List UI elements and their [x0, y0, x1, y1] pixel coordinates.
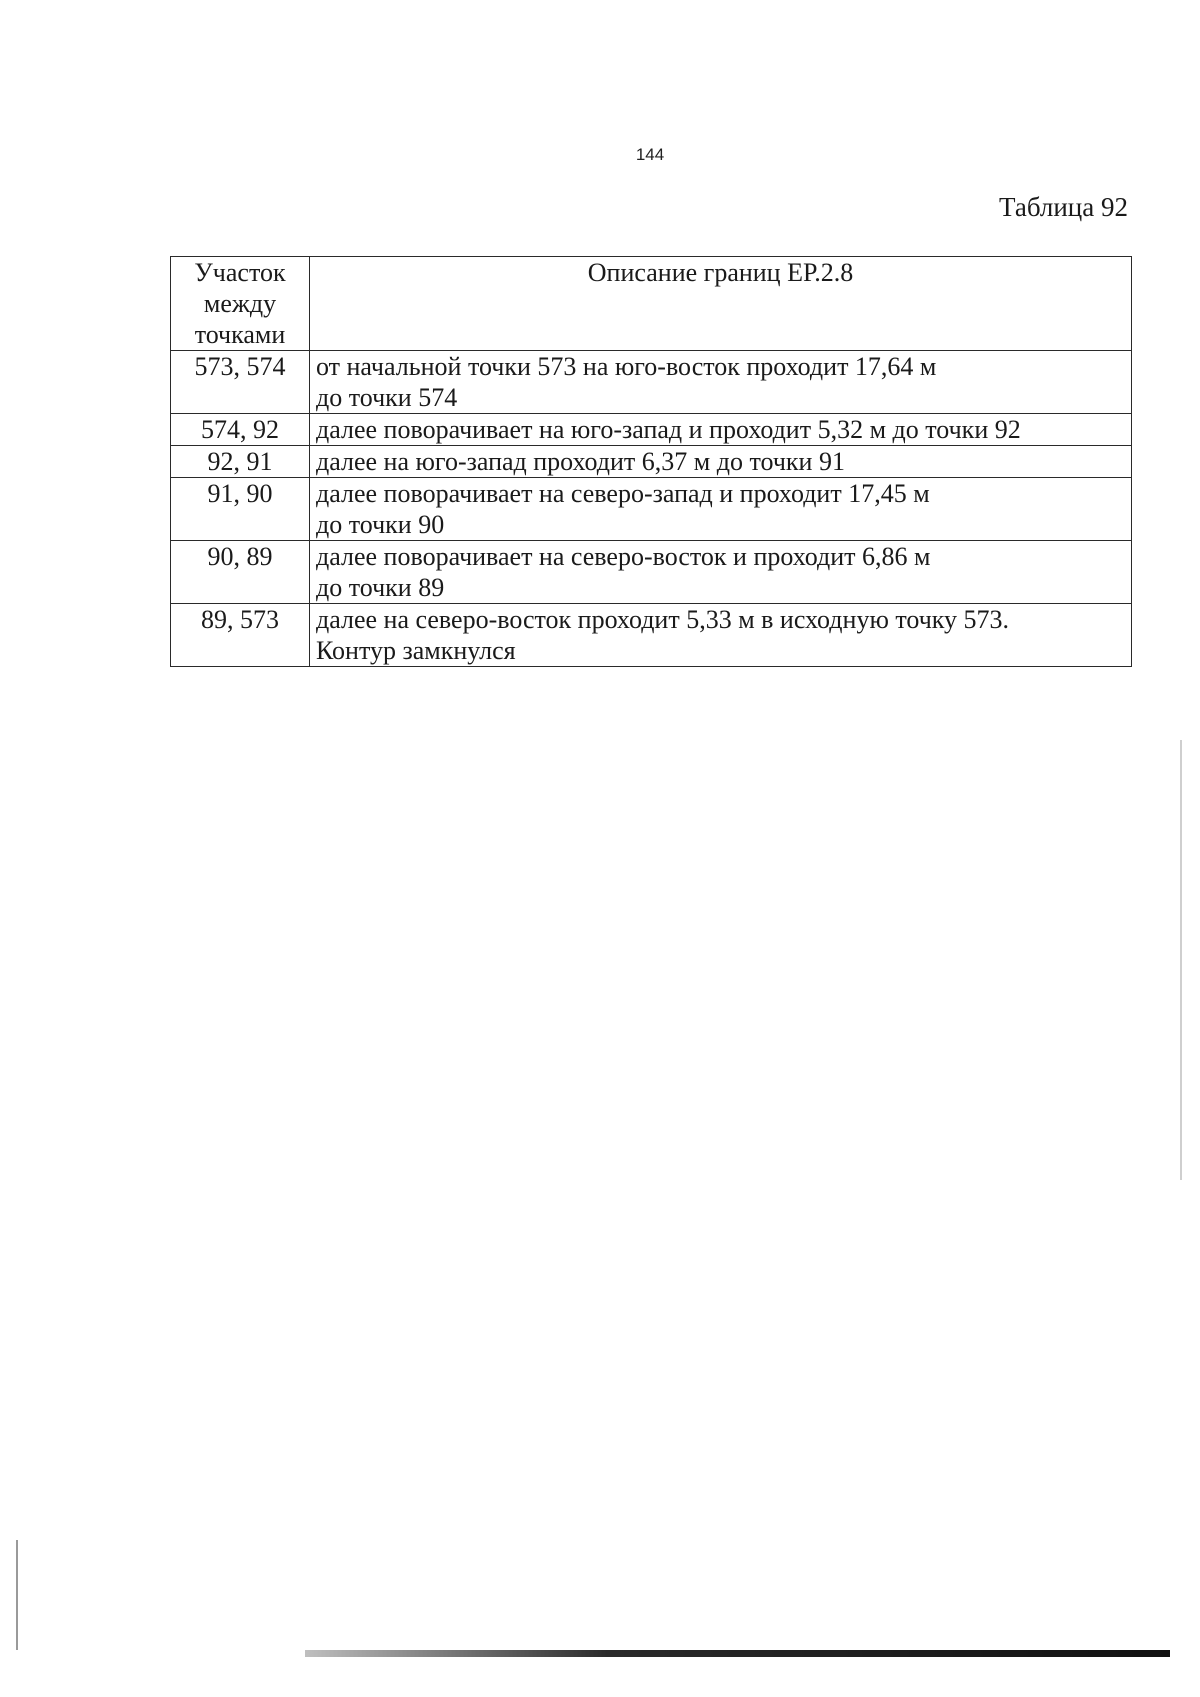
table-caption: Таблица 92	[999, 192, 1128, 222]
scan-margin-line	[1180, 740, 1182, 1180]
description-line: далее на юго-запад проходит 6,37 м до точки 91	[316, 447, 845, 476]
description-line: от начальной точки 573 на юго-восток проходит 17,64 м	[316, 352, 937, 381]
description-cell	[310, 446, 1132, 478]
description-cell	[310, 414, 1132, 446]
table-row	[171, 446, 1132, 478]
page-number: 144	[635, 145, 665, 164]
segment-cell: 90, 89	[171, 541, 310, 604]
description-line: Контур замкнулся	[316, 636, 516, 665]
description-line: далее поворачивает на северо-восток и проходит 6,86 м	[316, 542, 931, 571]
description-cell	[310, 541, 1132, 604]
segment-cell: 92, 91	[171, 446, 310, 478]
boundary-description-table	[170, 256, 1132, 667]
description-line: до точки 90	[316, 510, 445, 539]
scan-margin-line	[16, 1540, 18, 1650]
segment-header-line: Участок	[194, 258, 286, 287]
segment-cell: 573, 574	[171, 351, 310, 414]
segment-column-header	[171, 257, 310, 351]
description-column-header: Описание границ ЕР.2.8	[310, 257, 1132, 351]
description-cell	[310, 351, 1132, 414]
segment-header-line: между	[203, 289, 277, 318]
description-cell	[310, 604, 1132, 667]
table-body	[171, 351, 1132, 667]
description-line: до точки 574	[316, 383, 458, 412]
table-row	[171, 351, 1132, 414]
description-cell	[310, 478, 1132, 541]
table-row	[171, 478, 1132, 541]
segment-cell: 91, 90	[171, 478, 310, 541]
description-line: далее поворачивает на юго-запад и проходит 5,32 м до точки 92	[316, 415, 1021, 444]
segment-cell: 574, 92	[171, 414, 310, 446]
table-row	[171, 541, 1132, 604]
description-line: до точки 89	[316, 573, 445, 602]
description-line: далее на северо-восток проходит 5,33 м в исходную точку 573.	[316, 605, 1010, 634]
table-header	[171, 257, 1132, 351]
segment-header-line: точками	[194, 320, 286, 349]
segment-cell: 89, 573	[171, 604, 310, 667]
bottom-rule	[305, 1650, 1170, 1657]
description-line: далее поворачивает на северо-запад и проходит 17,45 м	[316, 479, 930, 508]
table-header-row	[171, 257, 1132, 351]
table-row	[171, 414, 1132, 446]
table-row	[171, 604, 1132, 667]
